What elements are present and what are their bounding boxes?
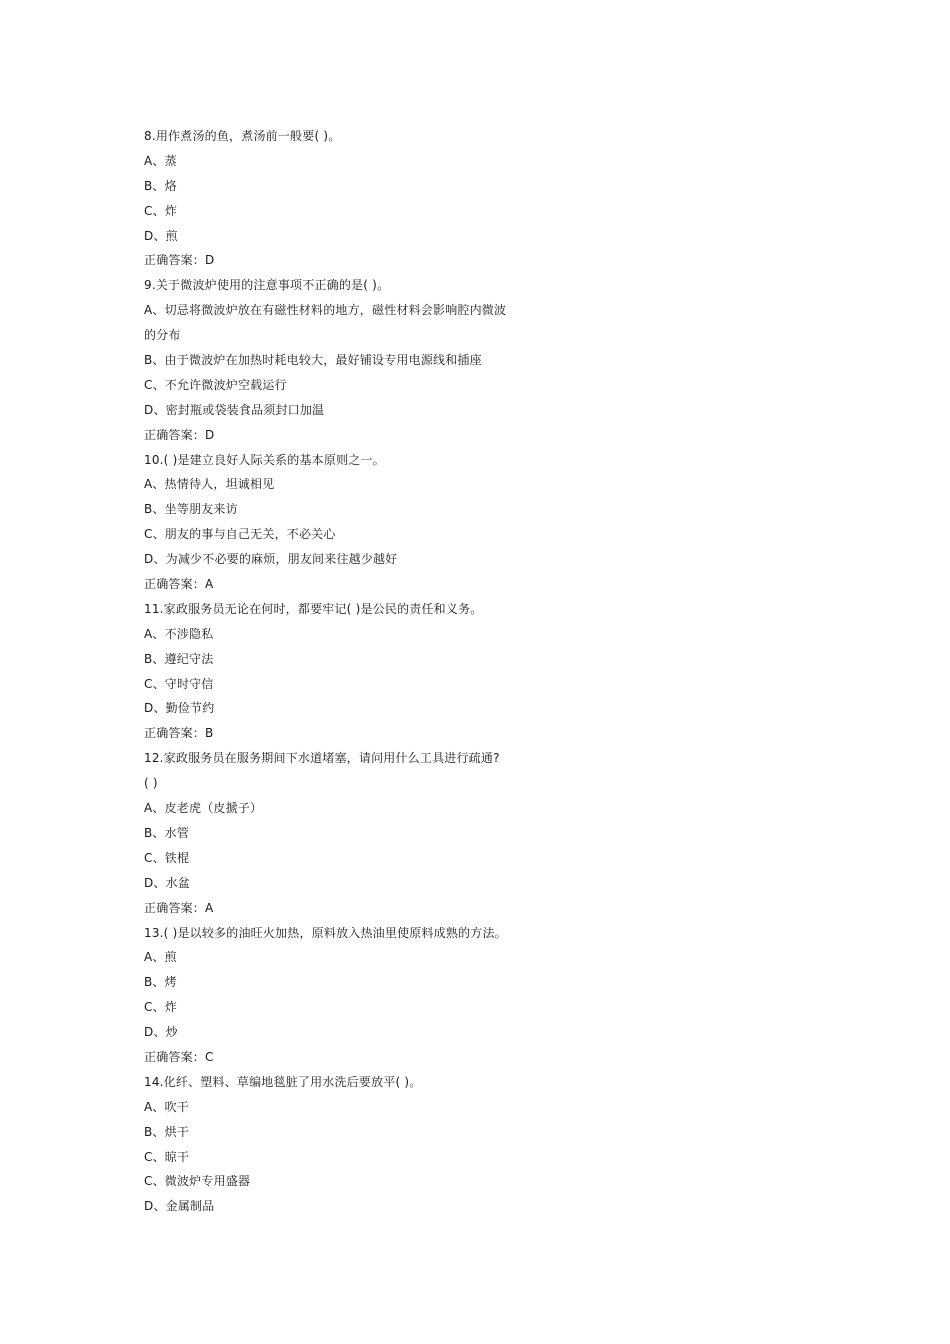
question-13-stem: 13.( )是以较多的油旺火加热，原料放入热油里使原料成熟的方法。 [144,925,507,940]
question-10-option-a: A、热情待人，坦诚相见 [144,477,275,492]
question-14-option-b: B、烘干 [144,1124,190,1139]
question-13-option-b: B、烤 [144,975,177,990]
question-13-answer: 正确答案：C [144,1049,214,1064]
question-12-answer: 正确答案：A [144,900,214,915]
question-14-option-c: C、晾干 [144,1149,190,1164]
question-9-option-d: D、密封瓶或袋装食品须封口加温 [144,402,325,417]
question-9-option-a: A、切忌将微波炉放在有磁性材料的地方，磁性材料会影响腔内微波 [144,303,507,318]
question-8-option-c: C、炸 [144,203,177,218]
document-page [144,124,544,1219]
question-12-option-a: A、皮老虎（皮搋子） [144,801,263,816]
question-14-option-d: D、金属制品 [144,1199,215,1214]
question-14-stem: 14.化纤、塑料、草编地毯脏了用水洗后要放平( )。 [144,1074,422,1089]
question-8-option-d: D、煎 [144,228,178,243]
question-9-option-c: C、不允许微波炉空载运行 [144,377,287,392]
question-13-option-a: A、煎 [144,950,177,965]
question-8-option-a: A、蒸 [144,153,177,168]
question-10-option-b: B、坐等朋友来访 [144,502,238,517]
question-8-option-b: B、烙 [144,178,177,193]
question-11-stem: 11.家政服务员无论在何时，都要牢记( )是公民的责任和义务。 [144,601,483,616]
question-10-option-d: D、为减少不必要的麻烦，朋友间来往越少越好 [144,552,398,567]
question-14-option-a: A、吹干 [144,1099,190,1114]
question-11-option-a: A、不涉隐私 [144,626,214,641]
question-8-stem: 8.用作煮汤的鱼，煮汤前一般要( )。 [144,129,341,143]
question-9-option-a-continued: 的分布 [144,328,181,343]
question-11-option-d: D、勤俭节约 [144,701,215,716]
question-12-option-b: B、水管 [144,825,190,840]
question-9-stem: 9.关于微波炉使用的注意事项不正确的是( )。 [144,278,390,293]
question-14-option-c-extra: C、微波炉专用盛器 [144,1174,251,1189]
question-13-option-d: D、炒 [144,1025,178,1040]
question-12-option-c: C、铁棍 [144,850,190,865]
question-9-answer: 正确答案：D [144,427,215,442]
question-10-stem: 10.( )是建立良好人际关系的基本原则之一。 [144,452,385,467]
question-8-answer: 正确答案：D [144,253,215,268]
question-13-option-c: C、炸 [144,1000,177,1015]
question-10-answer: 正确答案：A [144,577,214,592]
question-11-option-c: C、守时守信 [144,676,214,691]
question-9-option-b: B、由于微波炉在加热时耗电较大，最好铺设专用电源线和插座 [144,353,482,368]
question-12-stem: 12.家政服务员在服务期间下水道堵塞，请问用什么工具进行疏通? [144,751,500,766]
question-11-option-b: B、遵纪守法 [144,651,214,666]
question-11-answer: 正确答案：B [144,726,214,741]
question-10-option-c: C、朋友的事与自己无关，不必关心 [144,527,336,542]
question-12-option-d: D、水盆 [144,875,191,890]
question-12-stem-continued: ( ) [144,776,158,791]
